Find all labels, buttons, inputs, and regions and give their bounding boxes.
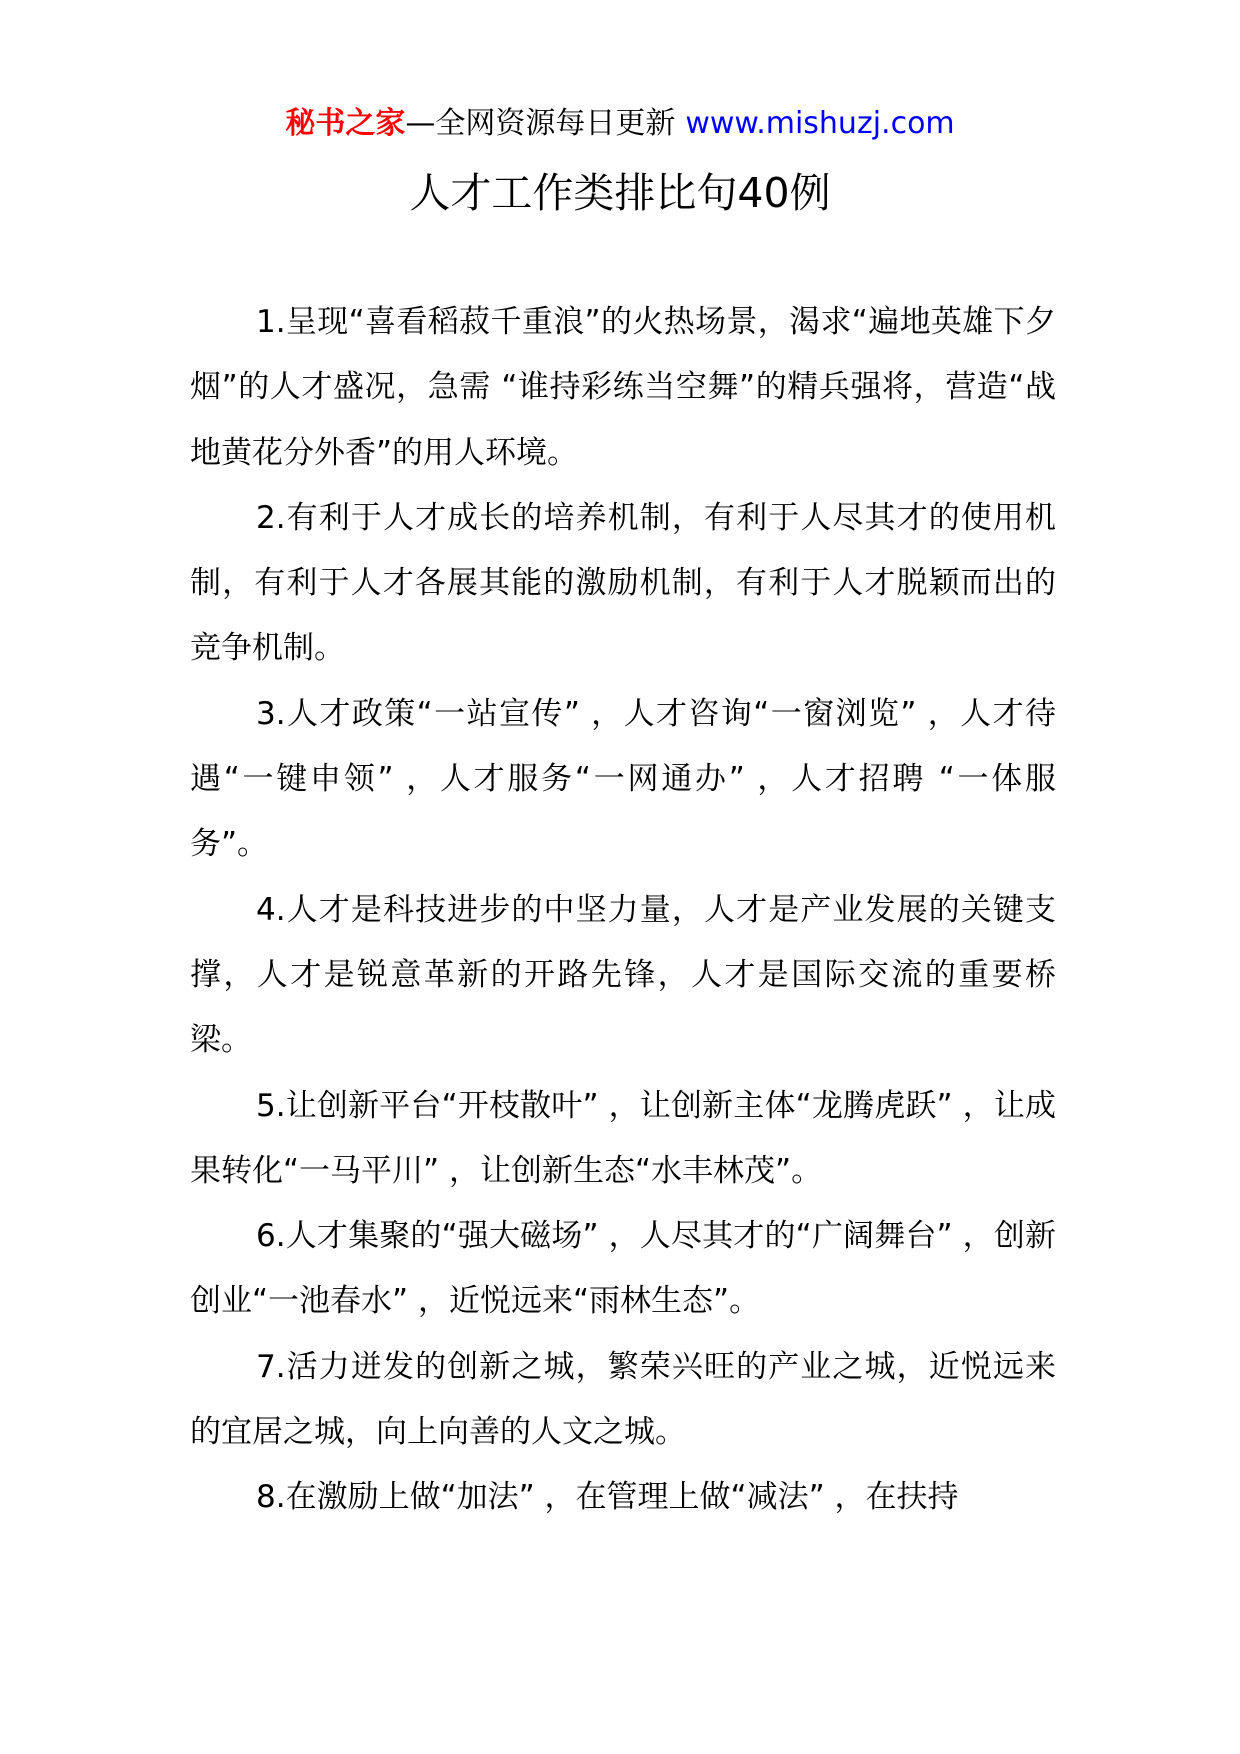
paragraph-5: 5.让创新平台“开枝散叶” ，让创新主体“龙腾虎跃” ，让成果转化“一马平川” ，让创新生态“水丰林茂”。 (190, 1087, 1056, 1189)
document-title: 人才工作类排比句40例 (409, 169, 831, 217)
paragraph-1: 1.呈现“喜看稻菽千重浪”的火热场景，渴求“遍地英雄下夕烟”的人才盛况，急需 “谁持彩练当空舞”的精兵强将，营造“战地黄花分外香”的用人环境。 (190, 304, 1056, 471)
brand-slogan: —全网资源每日更新 (405, 106, 676, 141)
site-banner (0, 100, 1240, 148)
paragraph-6: 6.人才集聚的“强大磁场” ，人尽其才的“广阔舞台” ，创新创业“一池春水” ，近悦远来“雨林生态”。 (190, 1218, 1056, 1320)
brand-name: 秘书之家 (285, 106, 406, 141)
paragraph-4: 4.人才是科技进步的中坚力量，人才是产业发展的关键支撑，人才是锐意革新的开路先锋，人才是国际交流的重要桥梁。 (190, 891, 1056, 1059)
site-url[interactable]: www.mishuzj.com (685, 106, 955, 141)
paragraph-7: 7.活力迸发的创新之城，繁荣兴旺的产业之城，近悦远来的宜居之城，向上向善的人文之城。 (190, 1348, 1056, 1451)
document-body (190, 290, 1056, 1531)
paragraph-3: 3.人才政策“一站宣传” ，人才咨询“一窗浏览” ，人才待遇“一键申领” ，人才服务“一网通办” ，人才招聘 “一体服务”。 (190, 695, 1056, 863)
paragraph-8: 8.在激励上做“加法” ，在管理上做“减法” ，在扶持 (256, 1479, 959, 1516)
paragraph-2: 2.有利于人才成长的培养机制，有利于人尽其才的使用机制，有利于人才各展其能的激励机制，有利于人才脱颖而出的竞争机制。 (190, 499, 1056, 667)
